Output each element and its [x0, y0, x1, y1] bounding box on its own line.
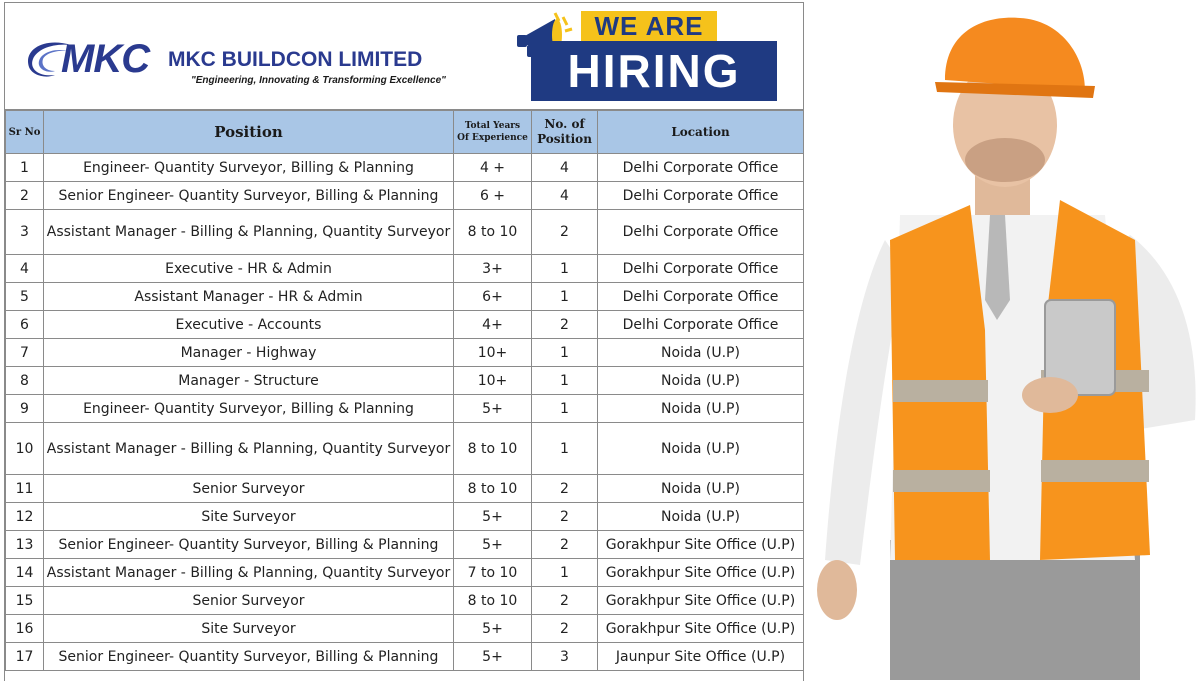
sheet-header [5, 3, 803, 110]
cell-count: 1 [532, 283, 598, 311]
cell-position: Site Surveyor [44, 615, 454, 643]
table-row [6, 531, 804, 559]
cell-count: 2 [532, 210, 598, 255]
cell-position: Executive - Accounts [44, 311, 454, 339]
cell-sr: 17 [6, 643, 44, 671]
header-sr-no: Sr No [6, 111, 44, 154]
cell-location: Delhi Corporate Office [598, 311, 804, 339]
cell-sr: 6 [6, 311, 44, 339]
header-experience [454, 111, 532, 154]
cell-position: Manager - Highway [44, 339, 454, 367]
table-row [6, 154, 804, 182]
cell-sr: 16 [6, 615, 44, 643]
table-row [6, 423, 804, 475]
table-row [6, 615, 804, 643]
cell-count: 2 [532, 311, 598, 339]
header-count-line1: No. of [544, 117, 585, 131]
cell-location: Delhi Corporate Office [598, 182, 804, 210]
cell-position: Engineer- Quantity Surveyor, Billing & Planning [44, 395, 454, 423]
cell-experience: 5+ [454, 503, 532, 531]
job-openings-sheet [4, 2, 804, 681]
table-row [6, 643, 804, 671]
cell-count: 1 [532, 559, 598, 587]
cell-sr: 2 [6, 182, 44, 210]
cell-position: Senior Engineer- Quantity Surveyor, Billing & Planning [44, 182, 454, 210]
cell-location: Delhi Corporate Office [598, 154, 804, 182]
company-name: MKC BUILDCON LIMITED [168, 48, 423, 71]
cell-position: Assistant Manager - Billing & Planning, Quantity Surveyor [44, 210, 454, 255]
table-row [6, 339, 804, 367]
cell-location: Gorakhpur Site Office (U.P) [598, 531, 804, 559]
table-row [6, 587, 804, 615]
cell-experience: 10+ [454, 367, 532, 395]
cell-sr: 12 [6, 503, 44, 531]
cell-experience: 5+ [454, 531, 532, 559]
cell-location: Gorakhpur Site Office (U.P) [598, 615, 804, 643]
cell-position: Senior Surveyor [44, 587, 454, 615]
cell-experience: 8 to 10 [454, 423, 532, 475]
table-header-row [6, 111, 804, 154]
table-row [6, 367, 804, 395]
table-row [6, 182, 804, 210]
cell-position: Assistant Manager - Billing & Planning, Quantity Surveyor [44, 559, 454, 587]
cell-position: Engineer- Quantity Surveyor, Billing & Planning [44, 154, 454, 182]
cell-experience: 5+ [454, 643, 532, 671]
cell-position: Senior Engineer- Quantity Surveyor, Billing & Planning [44, 531, 454, 559]
cell-sr: 11 [6, 475, 44, 503]
cell-location: Noida (U.P) [598, 339, 804, 367]
cell-sr: 14 [6, 559, 44, 587]
header-experience-line1: Total Years [464, 121, 521, 131]
cell-experience: 4 + [454, 154, 532, 182]
cell-location: Jaunpur Site Office (U.P) [598, 643, 804, 671]
cell-count: 1 [532, 339, 598, 367]
cell-experience: 6+ [454, 283, 532, 311]
cell-sr: 9 [6, 395, 44, 423]
cell-experience: 5+ [454, 395, 532, 423]
header-experience-line2: Of Experience [457, 133, 528, 143]
cell-sr: 13 [6, 531, 44, 559]
header-count-line2: Position [537, 132, 592, 146]
cell-experience: 6 + [454, 182, 532, 210]
cell-sr: 3 [6, 210, 44, 255]
cell-location: Delhi Corporate Office [598, 283, 804, 311]
table-row [6, 283, 804, 311]
cell-position: Executive - HR & Admin [44, 255, 454, 283]
banner-hiring: HIRING [531, 41, 777, 101]
cell-experience: 4+ [454, 311, 532, 339]
cell-experience: 7 to 10 [454, 559, 532, 587]
cell-location: Noida (U.P) [598, 503, 804, 531]
construction-worker-photo [805, 0, 1200, 680]
positions-table [5, 110, 804, 671]
cell-sr: 7 [6, 339, 44, 367]
header-location: Location [598, 111, 804, 154]
cell-experience: 8 to 10 [454, 210, 532, 255]
cell-sr: 8 [6, 367, 44, 395]
hiring-banner [515, 5, 777, 103]
cell-count: 1 [532, 395, 598, 423]
cell-location: Noida (U.P) [598, 423, 804, 475]
cell-position: Assistant Manager - HR & Admin [44, 283, 454, 311]
cell-count: 1 [532, 367, 598, 395]
cell-position: Manager - Structure [44, 367, 454, 395]
cell-position: Assistant Manager - Billing & Planning, Quantity Surveyor [44, 423, 454, 475]
table-row [6, 395, 804, 423]
cell-experience: 10+ [454, 339, 532, 367]
cell-count: 4 [532, 182, 598, 210]
table-row [6, 255, 804, 283]
company-logo [23, 37, 473, 97]
cell-sr: 1 [6, 154, 44, 182]
cell-position: Senior Surveyor [44, 475, 454, 503]
cell-experience: 5+ [454, 615, 532, 643]
banner-we-are: WE ARE [581, 11, 717, 41]
cell-location: Noida (U.P) [598, 367, 804, 395]
cell-location: Gorakhpur Site Office (U.P) [598, 559, 804, 587]
cell-sr: 5 [6, 283, 44, 311]
cell-position: Senior Engineer- Quantity Surveyor, Billing & Planning [44, 643, 454, 671]
company-tagline: "Engineering, Innovating & Transforming Excellence" [191, 75, 446, 86]
cell-count: 2 [532, 503, 598, 531]
table-row [6, 559, 804, 587]
cell-location: Delhi Corporate Office [598, 255, 804, 283]
cell-count: 1 [532, 255, 598, 283]
table-row [6, 503, 804, 531]
table-row [6, 475, 804, 503]
table-row [6, 311, 804, 339]
cell-count: 1 [532, 423, 598, 475]
cell-count: 2 [532, 615, 598, 643]
cell-count: 2 [532, 531, 598, 559]
cell-count: 2 [532, 475, 598, 503]
cell-experience: 8 to 10 [454, 475, 532, 503]
header-no-of-position [532, 111, 598, 154]
header-position: Position [44, 111, 454, 154]
cell-experience: 8 to 10 [454, 587, 532, 615]
cell-sr: 4 [6, 255, 44, 283]
cell-count: 4 [532, 154, 598, 182]
cell-location: Noida (U.P) [598, 475, 804, 503]
cell-position: Site Surveyor [44, 503, 454, 531]
cell-count: 2 [532, 587, 598, 615]
cell-sr: 10 [6, 423, 44, 475]
cell-sr: 15 [6, 587, 44, 615]
cell-location: Gorakhpur Site Office (U.P) [598, 587, 804, 615]
logo-mark-text: MKC [61, 37, 150, 81]
table-row [6, 210, 804, 255]
cell-experience: 3+ [454, 255, 532, 283]
cell-location: Delhi Corporate Office [598, 210, 804, 255]
cell-count: 3 [532, 643, 598, 671]
cell-location: Noida (U.P) [598, 395, 804, 423]
